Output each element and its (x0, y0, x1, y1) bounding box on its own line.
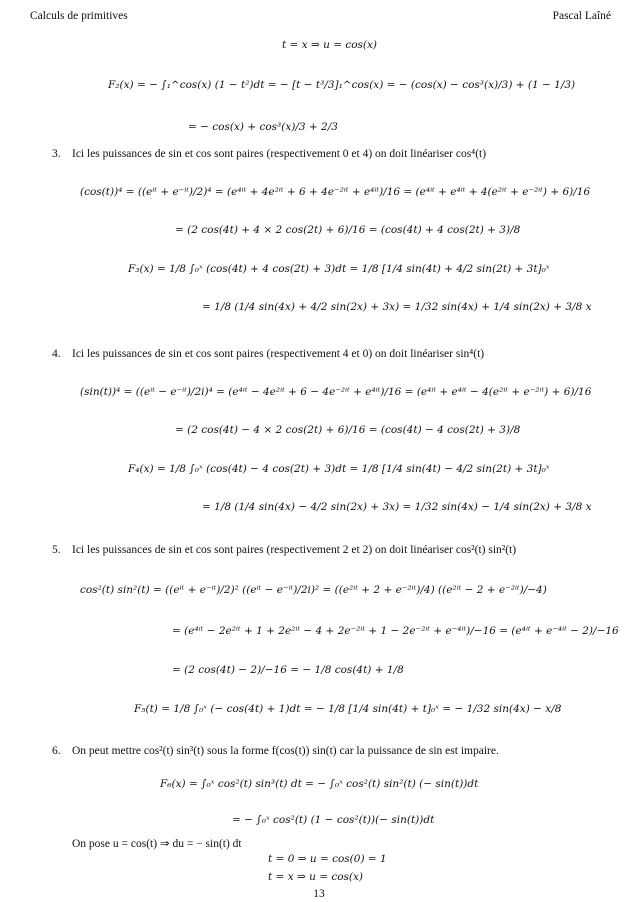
item-3-eq-2: = (2 cos(4t) + 4 × 2 cos(2t) + 6)/16 = (cos(4t) + 4 cos(2t) + 3)/8 (175, 224, 521, 236)
item-6-eq-2: = − ∫₀ˣ cos²(t) (1 − cos²(t))(− sin(t))dt (232, 814, 435, 826)
item-6-text: On peut mettre cos²(t) sin³(t) sous la forme f(cos(t)) sin(t) car la puissance de sin est impaire. (72, 745, 499, 757)
item-6-eq-3: t = 0 ⇒ u = cos(0) = 1 (268, 853, 387, 865)
item-6-text-2: On pose u = cos(t) ⇒ du = − sin(t) dt (72, 838, 242, 850)
item-3-number: 3. (52, 148, 61, 160)
f2-substitution-line: t = x ⇒ u = cos(x) (282, 39, 378, 51)
page-number: 13 (313, 888, 325, 900)
f2-equation: F₂(x) = − ∫₁^cos(x) (1 − t²)dt = − [t − t³/3]₁^cos(x) = − (cos(x) − cos³(x)/3) + (1 − 1/3) (108, 79, 576, 91)
item-5-number: 5. (52, 544, 61, 556)
header-author: Pascal Laîné (552, 10, 611, 22)
item-5-eq-1: cos²(t) sin²(t) = ((eⁱᵗ + e⁻ⁱᵗ)/2)² ((eⁱᵗ − e⁻ⁱᵗ)/2i)² = ((e²ⁱᵗ + 2 + e⁻²ⁱᵗ)/4) ((e²ⁱᵗ − 2 + e⁻²ⁱᵗ)/−4) (80, 584, 547, 596)
item-6-eq-1: F₆(x) = ∫₀ˣ cos²(t) sin³(t) dt = − ∫₀ˣ cos²(t) sin²(t) (− sin(t))dt (160, 778, 479, 790)
item-3-eq-3: F₃(x) = 1/8 ∫₀ˣ (cos(4t) + 4 cos(2t) + 3)dt = 1/8 [1/4 sin(4t) + 4/2 sin(2t) + 3t]₀ˣ (128, 263, 550, 275)
item-4-eq-2: = (2 cos(4t) − 4 × 2 cos(2t) + 6)/16 = (cos(4t) − 4 cos(2t) + 3)/8 (175, 424, 521, 436)
item-4-eq-4: = 1/8 (1/4 sin(4x) − 4/2 sin(2x) + 3x) = 1/32 sin(4x) − 1/4 sin(2x) + 3/8 x (202, 501, 592, 513)
f2-result: = − cos(x) + cos³(x)/3 + 2/3 (188, 121, 338, 133)
item-4-text: Ici les puissances de sin et cos sont paires (respectivement 4 et 0) on doit linéariser sin⁴(t) (72, 348, 485, 360)
item-4-eq-3: F₄(x) = 1/8 ∫₀ˣ (cos(4t) − 4 cos(2t) + 3)dt = 1/8 [1/4 sin(4t) − 4/2 sin(2t) + 3t]₀ˣ (128, 463, 550, 475)
item-3-eq-4: = 1/8 (1/4 sin(4x) + 4/2 sin(2x) + 3x) = 1/32 sin(4x) + 1/4 sin(2x) + 3/8 x (202, 301, 592, 313)
item-6-number: 6. (52, 745, 61, 757)
item-5-text: Ici les puissances de sin et cos sont paires (respectivement 2 et 2) on doit linéariser cos²(t) sin²(t) (72, 544, 517, 556)
item-6-eq-4: t = x ⇒ u = cos(x) (268, 871, 364, 883)
item-4-eq-1: (sin(t))⁴ = ((eⁱᵗ − e⁻ⁱᵗ)/2i)⁴ = (e⁴ⁱᵗ − 4e²ⁱᵗ + 6 − 4e⁻²ⁱᵗ + e⁴ⁱᵗ)/16 = (e⁴ⁱᵗ + e⁴ⁱᵗ − 4(e²ⁱᵗ + e⁻²ⁱᵗ) + 6)/16 (80, 386, 592, 398)
item-5-eq-3: = (2 cos(4t) − 2)/−16 = − 1/8 cos(4t) + 1/8 (172, 664, 404, 676)
item-4-number: 4. (52, 348, 61, 360)
item-5-eq-2: = (e⁴ⁱᵗ − 2e²ⁱᵗ + 1 + 2e²ⁱᵗ − 4 + 2e⁻²ⁱᵗ + 1 − 2e⁻²ⁱᵗ + e⁻⁴ⁱᵗ)/−16 = (e⁴ⁱᵗ + e⁻⁴ⁱᵗ − 2)/−16 (172, 625, 619, 637)
item-3-eq-1: (cos(t))⁴ = ((eⁱᵗ + e⁻ⁱᵗ)/2)⁴ = (e⁴ⁱᵗ + 4e²ⁱᵗ + 6 + 4e⁻²ⁱᵗ + e⁴ⁱᵗ)/16 = (e⁴ⁱᵗ + e⁴ⁱᵗ + 4(e²ⁱᵗ + e⁻²ⁱᵗ) + 6)/16 (80, 186, 591, 198)
item-3-text: Ici les puissances de sin et cos sont paires (respectivement 0 et 4) on doit linéariser cos⁴(t) (72, 148, 487, 160)
header-title: Calculs de primitives (30, 10, 128, 22)
item-5-eq-4: F₅(t) = 1/8 ∫₀ˣ (− cos(4t) + 1)dt = − 1/8 [1/4 sin(4t) + t]₀ˣ = − 1/32 sin(4x) − x/8 (134, 703, 562, 715)
